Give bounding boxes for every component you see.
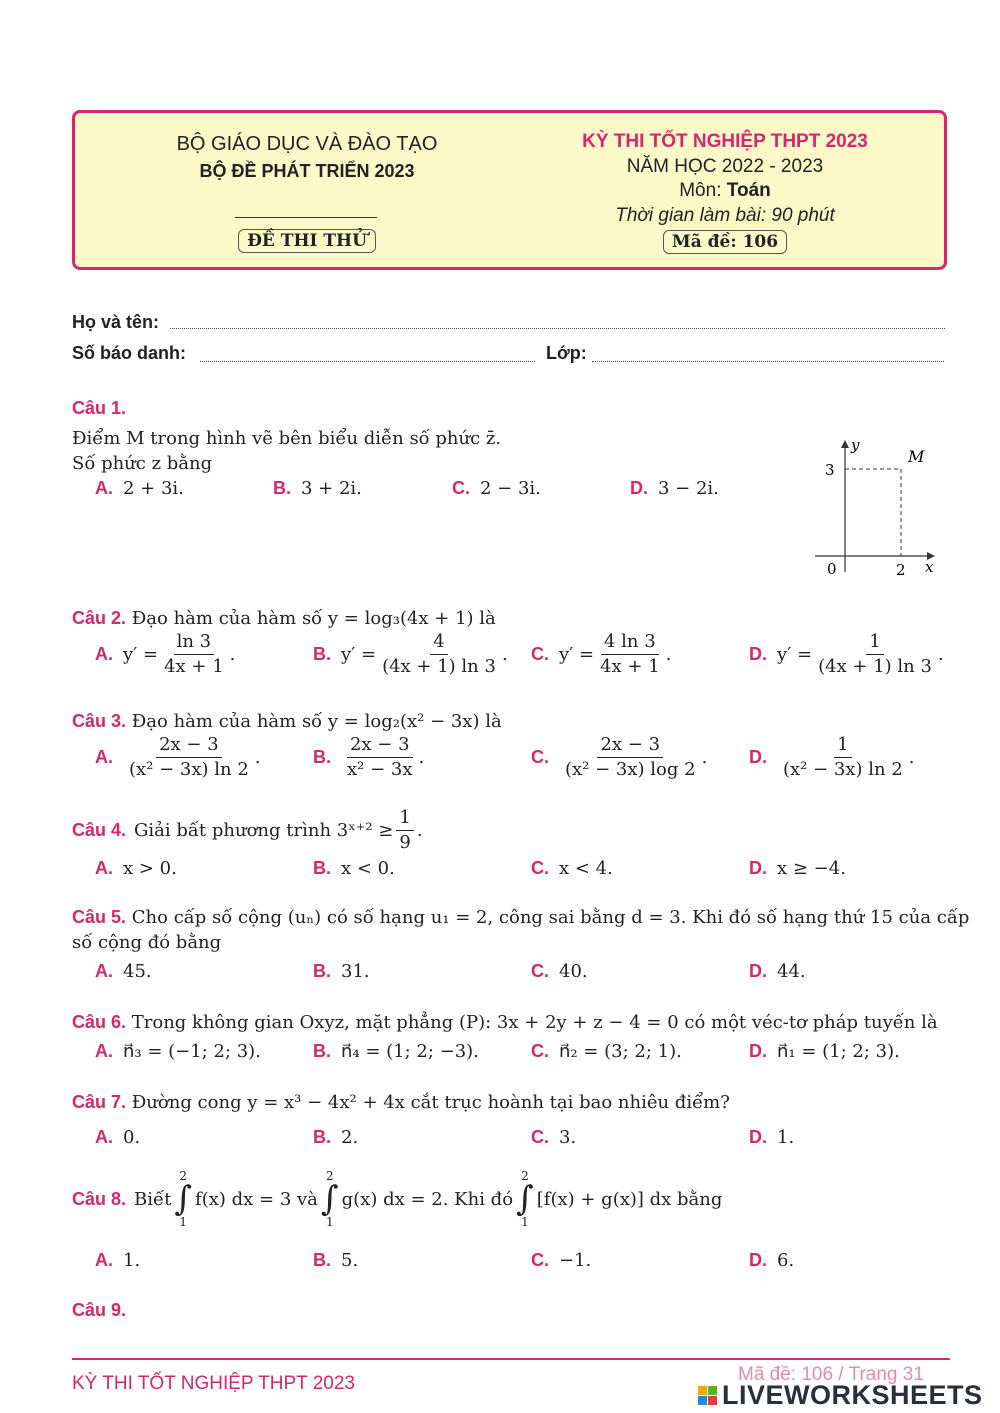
name-label: Họ và tên:	[72, 312, 160, 332]
y-axis-label: y	[851, 436, 860, 454]
q6-text: Trong không gian Oxyz, mặt phẳng (P): 3x + 2y + z − 4 = 0 có một véc-tơ pháp tuyến là	[131, 1012, 938, 1033]
q2-label: Câu 2.	[72, 608, 127, 628]
q3-label: Câu 3.	[72, 711, 127, 731]
q1-text-2: Số phức z bằng	[72, 453, 213, 474]
exam-name: KỲ THI TỐT NGHIỆP THPT 2023	[582, 131, 868, 152]
q8-option-b[interactable]: B. 5.	[313, 1250, 359, 1271]
exam-header	[72, 110, 947, 270]
q9-label: Câu 9.	[72, 1300, 127, 1320]
q4-fraction: $\frac{1}{9}$	[396, 808, 413, 853]
q5-option-a[interactable]: A. 45.	[95, 961, 152, 982]
q4-label: Câu 4.	[72, 819, 127, 840]
q8-part-1: f(x) dx = 3 và	[195, 1188, 318, 1210]
x-tick-label: 2	[896, 561, 906, 579]
q3-option-b[interactable]: B. $\frac{2x - 3}{\text{x² − 3x}}$ .	[313, 734, 425, 780]
footer-left: KỲ THI TỐT NGHIỆP THPT 2023	[72, 1373, 355, 1394]
q8-option-d[interactable]: D. 6.	[749, 1250, 795, 1271]
name-field[interactable]	[170, 328, 945, 329]
subject-line	[525, 180, 925, 202]
q7-option-a[interactable]: A. 0.	[95, 1127, 141, 1148]
q3-stem	[72, 711, 502, 732]
integral-sign-1: 2 ∫ 1	[174, 1169, 193, 1229]
header-divider	[235, 217, 377, 218]
q1-label: Câu 1.	[72, 398, 127, 418]
q1-option-a[interactable]: A. 2 + 3i.	[95, 478, 184, 499]
q6-option-b[interactable]: B. n⃗₄ = (1; 2; −3).	[313, 1041, 479, 1062]
q4-text: Giải bất phương trình 3ˣ⁺² ≥	[134, 819, 394, 841]
q1-text-1: Điểm M trong hình vẽ bên biểu diễn số phức z̄.	[72, 428, 502, 449]
q7-option-c[interactable]: C. 3.	[531, 1127, 577, 1148]
q2-option-b[interactable]: B. y′ = $\frac{4}{(4x + 1) \ln 3}$ .	[313, 631, 508, 677]
q3-option-c[interactable]: C. $\frac{2x - 3}{\text{(x² − 3x) log 2}}$ .	[531, 734, 708, 780]
id-label: Số báo danh:	[72, 343, 186, 363]
watermark-logo-icon	[698, 1386, 717, 1405]
class-label: Lớp:	[546, 343, 587, 363]
q5-text-2: số cộng đó bằng	[72, 932, 222, 953]
q5-option-d[interactable]: D. 44.	[749, 961, 806, 982]
class-field[interactable]	[592, 361, 944, 362]
q5-label: Câu 5.	[72, 907, 127, 927]
q8-label: Câu 8.	[72, 1188, 127, 1209]
q1-option-d[interactable]: D. 3 − 2i.	[630, 478, 719, 499]
q2-option-c[interactable]: C. y′ = $\frac{4 \ln 3}{4x + 1}$ .	[531, 631, 672, 677]
integral-sign-3: 2 ∫ 1	[516, 1169, 534, 1229]
q5-option-b[interactable]: B. 31.	[313, 961, 370, 982]
q6-option-a[interactable]: A. n⃗₃ = (−1; 2; 3).	[95, 1041, 261, 1062]
exam-code-badge: Mã đề: 106	[663, 230, 787, 254]
q5-text-1: Cho cấp số cộng (uₙ) có số hạng u₁ = 2, công sai bằng d = 3. Khi đó số hạng thứ 15 của cấp	[131, 907, 970, 928]
origin-label: 0	[827, 560, 837, 578]
q8-stem	[72, 1170, 722, 1228]
ministry-name: BỘ GIÁO DỤC VÀ ĐÀO TẠO	[176, 133, 438, 155]
y-axis-arrow	[841, 440, 849, 448]
q2-option-d[interactable]: D. y′ = $\frac{1}{(4x + 1) \ln 3}$ .	[749, 631, 944, 677]
school-year: NĂM HỌC 2022 - 2023	[626, 156, 824, 177]
x-axis-label: x	[925, 558, 934, 576]
footer-rule	[72, 1358, 950, 1360]
code-wrap	[525, 230, 925, 254]
exam-type-badge: ĐỀ THI THỬ	[238, 229, 376, 253]
q4-option-b[interactable]: B. x < 0.	[313, 858, 395, 879]
q4-option-a[interactable]: A. x > 0.	[95, 858, 177, 879]
subject-label: Môn:	[679, 180, 722, 201]
q8-option-c[interactable]: C. −1.	[531, 1250, 592, 1271]
subject-value: Toán	[726, 180, 771, 201]
q3-option-d[interactable]: D. $\frac{1}{\text{(x² − 3x) ln 2}}$ .	[749, 734, 915, 780]
q5-stem	[72, 907, 969, 928]
q1-option-b[interactable]: B. 3 + 2i.	[273, 478, 362, 499]
q3-text: Đạo hàm của hàm số y = log₂(x² − 3x) là	[131, 711, 502, 732]
y-tick-label: 3	[825, 461, 835, 479]
q6-stem	[72, 1012, 938, 1033]
q8-pre: Biết	[134, 1188, 172, 1210]
q5-option-c[interactable]: C. 40.	[531, 961, 588, 982]
q4-stem: Câu 4. Giải bất phương trình 3ˣ⁺² ≥ $\frac{1}{9}$ .	[72, 807, 423, 853]
q6-option-c[interactable]: C. n⃗₂ = (3; 2; 1).	[531, 1041, 682, 1062]
q8-part-2: g(x) dx = 2. Khi đó	[341, 1188, 514, 1210]
q3-option-a[interactable]: A. $\frac{2x - 3}{\text{(x² − 3x) ln 2}}$ .	[95, 734, 261, 780]
q1-option-c[interactable]: C. 2 − 3i.	[452, 478, 541, 499]
watermark-text: LIVEWORKSHEETS	[722, 1380, 983, 1410]
q6-option-d[interactable]: D. n⃗₁ = (1; 2; 3).	[749, 1041, 900, 1062]
q2-stem	[72, 608, 496, 629]
series-name: BỘ ĐỀ PHÁT TRIỂN 2023	[199, 161, 415, 181]
q1-complex-plane-figure	[805, 432, 945, 582]
q7-text: Đường cong y = x³ − 4x² + 4x cắt trục hoành tại bao nhiêu điểm?	[131, 1092, 730, 1113]
q8-option-a[interactable]: A. 1.	[95, 1250, 141, 1271]
watermark	[698, 1380, 983, 1411]
q7-option-d[interactable]: D. 1.	[749, 1127, 795, 1148]
q6-label: Câu 6.	[72, 1012, 127, 1032]
point-m-label: M	[908, 447, 925, 466]
q2-text: Đạo hàm của hàm số y = log₃(4x + 1) là	[131, 608, 496, 629]
footer-right: Mã đề: 106 / Trang 31	[738, 1364, 924, 1385]
q7-label: Câu 7.	[72, 1092, 127, 1112]
integral-sign-2: 2 ∫ 1	[320, 1169, 339, 1229]
q8-part-3: [f(x) + g(x)] dx bằng	[536, 1188, 723, 1210]
q7-option-b[interactable]: B. 2.	[313, 1127, 359, 1148]
q4-option-c[interactable]: C. x < 4.	[531, 858, 613, 879]
exam-type-wrap	[107, 229, 507, 253]
q4-option-d[interactable]: D. x ≥ −4.	[749, 858, 846, 879]
id-field[interactable]	[200, 361, 535, 362]
duration: Thời gian làm bài: 90 phút	[615, 205, 835, 226]
q2-option-a[interactable]: A. y′ = $\frac{\ln 3}{4x + 1}$ .	[95, 631, 236, 677]
q7-stem	[72, 1092, 730, 1113]
